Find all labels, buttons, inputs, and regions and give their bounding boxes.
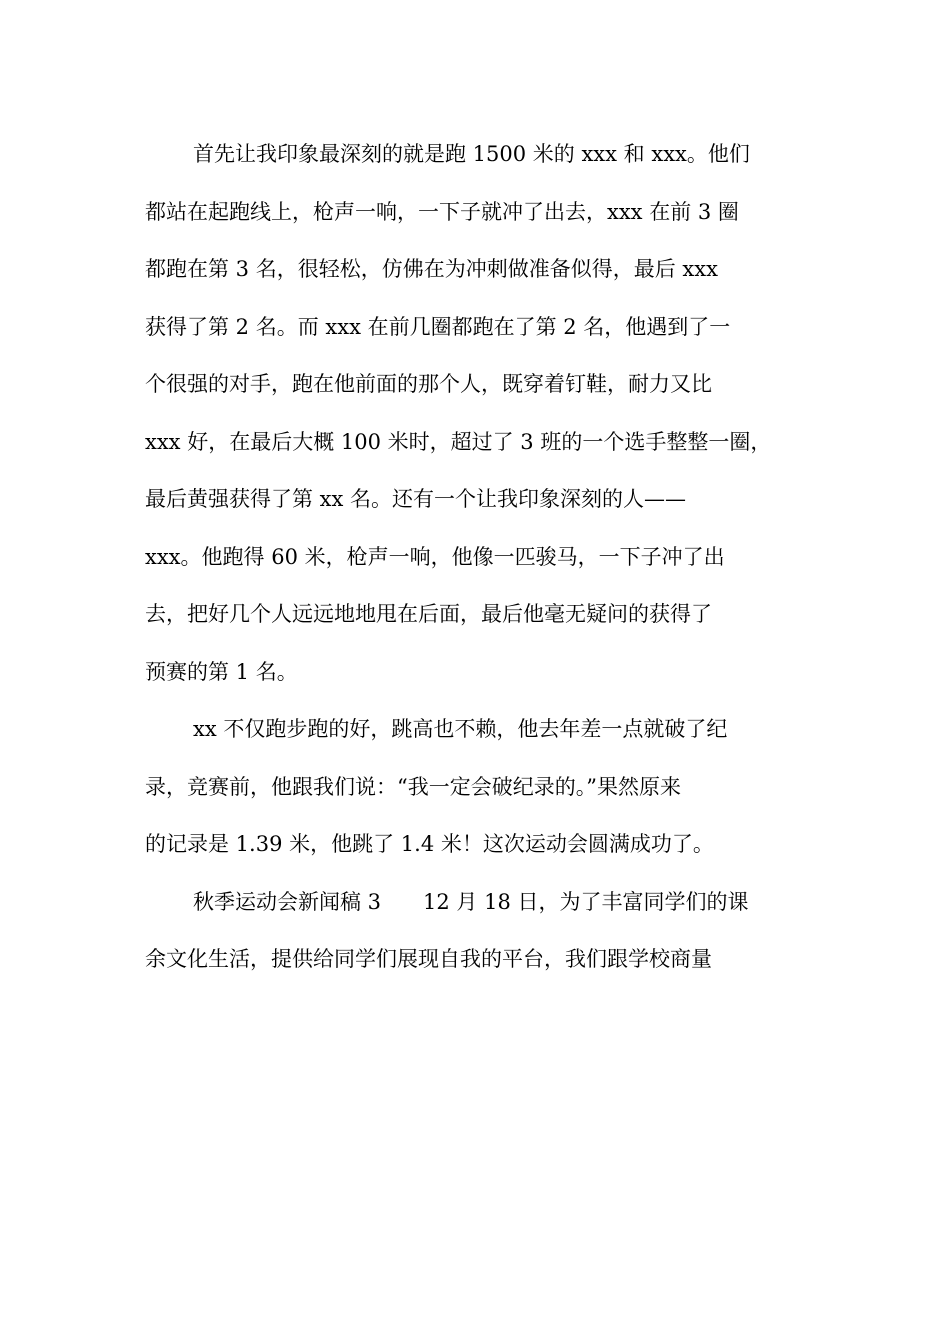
text-line: 余文化生活，提供给同学们展现自我的平台，我们跟学校商量 — [145, 947, 712, 971]
text-line: 去，把好几个人远远地地甩在后面，最后他毫无疑问的获得了 — [145, 602, 712, 626]
text-line: 预赛的第 1 名。 — [145, 659, 298, 684]
text-line: 都站在起跑线上，枪声一响，一下子就冲了出去，xxx 在前 3 圈 — [145, 199, 739, 224]
text-line: xxx。他跑得 60 米，枪声一响，他像一匹骏马，一下子冲了出 — [145, 544, 725, 569]
body-text — [145, 126, 825, 989]
text-line: 首先让我印象最深刻的就是跑 1500 米的 xxx 和 xxx。他们 — [193, 142, 750, 166]
text-line: 最后黄强获得了第 xx 名。还有一个让我印象深刻的人—— — [145, 487, 687, 511]
text-line: 个很强的对手，跑在他前面的那个人，既穿着钉鞋，耐力又比 — [145, 372, 712, 396]
text-line: 秋季运动会新闻稿 3 12 月 18 日，为了丰富同学们的课 — [193, 889, 749, 914]
text-line: 录，竞赛前，他跟我们说：“我一定会破纪录的。”果然原来 — [145, 774, 681, 799]
text-line: xxx 好，在最后大概 100 米时，超过了 3 班的一个选手整整一圈， — [145, 429, 772, 454]
text-line: 都跑在第 3 名，很轻松，仿佛在为冲刺做准备似得，最后 xxx — [145, 257, 718, 281]
text-line: 的记录是 1.39 米，他跳了 1.4 米！这次运动会圆满成功了。 — [145, 832, 714, 856]
text-line: 获得了第 2 名。而 xxx 在前几圈都跑在了第 2 名，他遇到了一 — [145, 314, 731, 339]
text-line: xx 不仅跑步跑的好，跳高也不赖，他去年差一点就破了纪 — [193, 717, 728, 741]
